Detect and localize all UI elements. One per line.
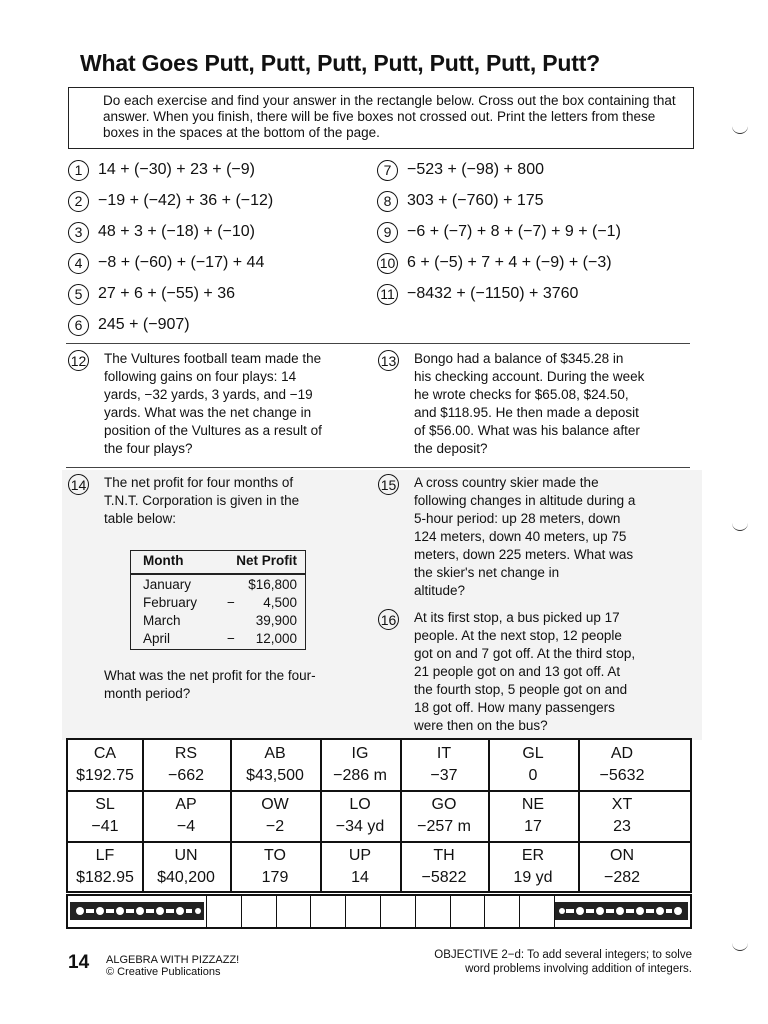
answer-box <box>320 794 400 838</box>
answer-box <box>488 845 578 889</box>
exercise-number: 3 <box>68 222 89 243</box>
answer-box <box>578 845 666 889</box>
answer-code: IG <box>351 745 369 762</box>
answer-value: −286 m <box>333 767 387 784</box>
table-row <box>143 595 297 613</box>
problem-number: 12 <box>68 350 89 371</box>
exercise-number: 7 <box>377 160 398 181</box>
answer-value: $192.75 <box>76 767 134 784</box>
exercise-5 <box>68 283 235 305</box>
answer-value: 17 <box>524 818 542 835</box>
problem-line: following gains on four plays: 14 <box>104 369 297 384</box>
answer-box <box>400 845 488 889</box>
answer-code: IT <box>436 745 452 762</box>
profit-table <box>130 550 306 650</box>
answer-code: GL <box>522 745 544 762</box>
answer-value: $182.95 <box>76 869 134 886</box>
answer-box <box>142 845 230 889</box>
ornament-left-icon <box>70 902 204 920</box>
answer-value: −37 <box>430 767 458 784</box>
problem-line: yards, −32 yards, 3 yards, and −19 <box>104 387 313 402</box>
answer-code: UN <box>174 847 198 864</box>
problem-line: of $56.00. What was his balance after <box>414 423 640 438</box>
answer-code: AB <box>264 745 286 762</box>
exercise-9 <box>377 221 621 243</box>
problem-line: altitude? <box>414 583 466 598</box>
answer-box <box>320 743 400 787</box>
problem-line: 5-hour period: up 28 meters, down <box>414 511 621 526</box>
page-number: 14 <box>68 952 90 973</box>
exercise-expression: −19 + (−42) + 36 + (−12) <box>98 192 274 209</box>
problem-13 <box>378 350 688 462</box>
problem-14 <box>68 474 368 534</box>
answer-space[interactable] <box>241 896 277 927</box>
value-cell: 39,900 <box>255 613 297 628</box>
problem-line: Bongo had a balance of $345.28 in <box>414 351 624 366</box>
publisher: © Creative Publications <box>106 966 221 978</box>
answer-code: SL <box>95 796 115 813</box>
answer-value: −2 <box>265 818 285 835</box>
table-row <box>143 577 297 595</box>
exercise-7 <box>377 159 544 181</box>
answer-space[interactable] <box>415 896 451 927</box>
answer-box <box>488 743 578 787</box>
answer-value: 14 <box>351 869 369 886</box>
answer-code: RS <box>174 745 198 762</box>
answer-space[interactable] <box>380 896 416 927</box>
answer-box <box>68 845 142 889</box>
answer-box <box>230 743 320 787</box>
answer-box <box>68 794 142 838</box>
answer-value: −662 <box>167 767 205 784</box>
exercise-10 <box>377 252 612 274</box>
answer-code: GO <box>431 796 457 813</box>
answer-box <box>68 743 142 787</box>
exercise-expression: −8432 + (−1150) + 3760 <box>407 285 579 302</box>
answer-box <box>488 794 578 838</box>
exercise-expression: −8 + (−60) + (−17) + 44 <box>98 254 265 271</box>
exercise-expression: 303 + (−760) + 175 <box>407 192 544 209</box>
problem-number: 14 <box>68 474 89 495</box>
problem-line: yards. What was the net change in <box>104 405 312 420</box>
table-header-profit: Net Profit <box>236 553 297 568</box>
month-cell: January <box>143 577 192 592</box>
problem-number: 16 <box>378 609 399 630</box>
answer-space[interactable] <box>310 896 346 927</box>
answer-value: −282 <box>603 869 641 886</box>
answer-value: −34 yd <box>335 818 385 835</box>
answer-box <box>320 845 400 889</box>
exercise-number: 9 <box>377 222 398 243</box>
problem-line: the four plays? <box>104 441 193 456</box>
table-row <box>143 613 297 631</box>
answer-space[interactable] <box>450 896 486 927</box>
answer-space[interactable] <box>345 896 381 927</box>
answer-box <box>230 845 320 889</box>
value-cell: 4,500 <box>263 595 297 610</box>
grid-line <box>68 841 690 843</box>
problem-line: people. At the next stop, 12 people <box>414 628 622 643</box>
answer-value: 19 yd <box>513 869 553 886</box>
problem-line: The net profit for four months of <box>104 475 294 490</box>
answer-value: $43,500 <box>246 767 304 784</box>
answer-value: −257 m <box>417 818 471 835</box>
answer-box <box>142 743 230 787</box>
problem-line: he wrote checks for $65.08, $24.50, <box>414 387 629 402</box>
exercise-expression: −523 + (−98) + 800 <box>407 161 544 178</box>
exercise-number: 10 <box>377 253 398 274</box>
exercise-1 <box>68 159 255 181</box>
margin-mark <box>732 125 748 134</box>
exercise-4 <box>68 252 264 274</box>
exercise-number: 1 <box>68 160 89 181</box>
answer-spaces <box>66 894 692 929</box>
objective <box>434 948 692 976</box>
exercise-expression: 14 + (−30) + 23 + (−9) <box>98 161 255 178</box>
exercise-expression: 6 + (−5) + 7 + 4 + (−9) + (−3) <box>407 254 612 271</box>
problem-line: following changes in altitude during a <box>414 493 636 508</box>
sign-cell: − <box>227 595 235 610</box>
margin-mark <box>732 942 748 951</box>
answer-space[interactable] <box>276 896 312 927</box>
answer-code: ON <box>610 847 634 864</box>
objective-line: word problems involving addition of integers. <box>465 963 692 975</box>
answer-code: ER <box>521 847 545 864</box>
grid-line <box>142 740 144 891</box>
exercise-expression: −6 + (−7) + 8 + (−7) + 9 + (−1) <box>407 223 621 240</box>
objective-line: OBJECTIVE 2−d: To add several integers; to solve <box>434 949 692 961</box>
answer-box <box>230 794 320 838</box>
problem-15 <box>378 474 688 604</box>
sign-cell: − <box>227 631 235 646</box>
problem-number: 15 <box>378 474 399 495</box>
problem-line: got on and 7 got off. At the third stop, <box>414 646 636 661</box>
exercise-number: 5 <box>68 284 89 305</box>
answer-space[interactable] <box>484 896 520 927</box>
month-cell: April <box>143 631 171 646</box>
margin-mark <box>732 522 748 531</box>
book-title: ALGEBRA WITH PIZZAZZ! <box>106 954 240 966</box>
grid-line <box>68 790 690 792</box>
divider <box>66 343 690 344</box>
exercise-6 <box>68 314 190 336</box>
problem-number: 13 <box>378 350 399 371</box>
problem-line: 18 got off. How many passengers <box>414 700 615 715</box>
answer-code: LO <box>349 796 371 813</box>
instructions-text: Do each exercise and find your answer in the rectangle below. Cross out the box containing that answer. When you finish, there will be five boxes not crossed out. Print the letters from these boxes in the spaces at the bottom of the page. <box>103 93 676 140</box>
value-cell: $16,800 <box>248 577 297 592</box>
problem-line: and $118.95. He then made a deposit <box>414 405 639 420</box>
answer-code: OW <box>261 796 289 813</box>
grid-line <box>578 740 580 891</box>
answer-space[interactable] <box>206 896 242 927</box>
answer-box <box>400 794 488 838</box>
problem-line: 124 meters, down 40 meters, up 75 <box>414 529 627 544</box>
answer-value: −41 <box>91 818 119 835</box>
problem-16 <box>378 609 688 737</box>
answer-code: UP <box>348 847 372 864</box>
problem-line: 21 people got on and 13 got off. At <box>414 664 621 679</box>
value-cell: 12,000 <box>255 631 297 646</box>
problem-14-question <box>104 667 364 703</box>
grid-line <box>230 740 232 891</box>
problem-line: table below: <box>104 511 177 526</box>
problem-line: his checking account. During the week <box>414 369 645 384</box>
exercise-3 <box>68 221 255 243</box>
answer-code: NE <box>521 796 545 813</box>
month-cell: March <box>143 613 181 628</box>
exercise-number: 4 <box>68 253 89 274</box>
answer-value: −5632 <box>599 767 645 784</box>
ornament-right-icon <box>554 902 688 920</box>
problem-line: The Vultures football team made the <box>104 351 322 366</box>
answer-value: −4 <box>176 818 196 835</box>
answer-space-divider <box>554 896 555 927</box>
answer-box <box>142 794 230 838</box>
answer-value: 0 <box>528 767 538 784</box>
problem-line: What was the net profit for the four- <box>104 668 316 683</box>
page-title: What Goes Putt, Putt, Putt, Putt, Putt, Putt, Putt? <box>80 50 601 76</box>
answer-space[interactable] <box>519 896 555 927</box>
answer-code: XT <box>611 796 633 813</box>
problem-12 <box>68 350 368 462</box>
problem-line: meters, down 225 meters. What was <box>414 547 634 562</box>
exercise-number: 8 <box>377 191 398 212</box>
divider <box>66 467 690 468</box>
instructions-box <box>68 87 694 149</box>
exercise-number: 6 <box>68 315 89 336</box>
answer-value: 23 <box>613 818 631 835</box>
problem-line: were then on the bus? <box>414 718 548 733</box>
problem-line: T.N.T. Corporation is given in the <box>104 493 300 508</box>
exercise-number: 2 <box>68 191 89 212</box>
problem-line: position of the Vultures as a result of <box>104 423 322 438</box>
answer-code: AD <box>610 745 634 762</box>
grid-line <box>400 740 402 891</box>
exercise-expression: 27 + 6 + (−55) + 36 <box>98 285 235 302</box>
answer-grid <box>66 738 692 893</box>
problem-line: the fourth stop, 5 people got on and <box>414 682 628 697</box>
answer-code: AP <box>175 796 197 813</box>
problem-line: month period? <box>104 686 191 701</box>
table-header-month: Month <box>143 553 184 568</box>
problem-line: A cross country skier made the <box>414 475 599 490</box>
answer-code: TO <box>264 847 286 864</box>
answer-code: LF <box>95 847 115 864</box>
grid-line <box>320 740 322 891</box>
exercise-8 <box>377 190 544 212</box>
exercise-expression: 245 + (−907) <box>98 316 190 333</box>
month-cell: February <box>143 595 198 610</box>
exercise-2 <box>68 190 273 212</box>
answer-value: $40,200 <box>157 869 215 886</box>
answer-code: TH <box>433 847 455 864</box>
answer-box <box>400 743 488 787</box>
grid-line <box>488 740 490 891</box>
table-row <box>143 631 297 649</box>
answer-box <box>578 743 666 787</box>
answer-code: CA <box>93 745 117 762</box>
answer-box <box>578 794 666 838</box>
problem-line: the deposit? <box>414 441 488 456</box>
problem-line: the skier's net change in <box>414 565 560 580</box>
exercise-expression: 48 + 3 + (−18) + (−10) <box>98 223 255 240</box>
exercise-11 <box>377 283 578 305</box>
exercise-number: 11 <box>377 284 398 305</box>
problem-line: At its first stop, a bus picked up 17 <box>414 610 620 625</box>
answer-value: 179 <box>261 869 289 886</box>
answer-value: −5822 <box>421 869 467 886</box>
